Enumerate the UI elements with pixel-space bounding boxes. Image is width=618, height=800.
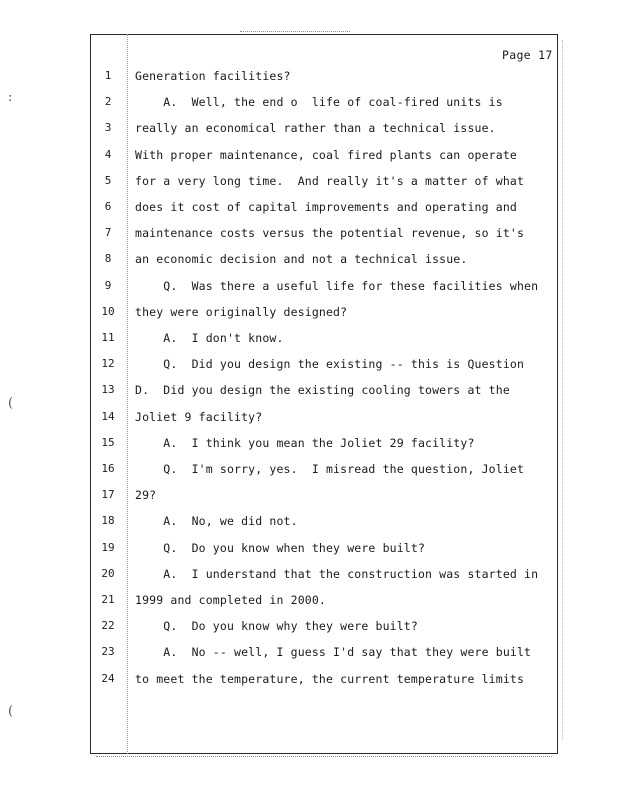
line-number: 16	[101, 462, 115, 475]
transcript-line: With proper maintenance, coal fired plants can operate	[135, 147, 517, 162]
line-number: 11	[101, 331, 115, 344]
transcript-line: 29?	[135, 488, 157, 503]
margin-mark: :	[8, 90, 13, 105]
line-number: 12	[101, 357, 115, 371]
transcript-line: A. No, we did not.	[135, 514, 298, 529]
line-number: 7	[104, 226, 112, 240]
page-number-label: Page 17	[502, 48, 553, 62]
line-number: 9	[104, 278, 112, 292]
line-number: 4	[104, 147, 112, 161]
transcript-line: really an economical rather than a technical issue.	[135, 121, 496, 136]
line-number: 20	[101, 566, 115, 580]
line-number: 19	[101, 540, 115, 554]
line-number: 18	[101, 514, 115, 528]
line-number: 1	[104, 69, 112, 82]
line-number: 13	[101, 383, 115, 397]
transcript-line: does it cost of capital improvements and operating and	[135, 200, 517, 214]
transcript-line: Q. Do you know why they were built?	[135, 619, 418, 634]
transcript-line: to meet the temperature, the current temperature limits	[135, 671, 525, 686]
line-number: 5	[104, 173, 112, 187]
transcript-line: Q. Did you design the existing -- this is Question	[135, 357, 525, 372]
transcript-line: Generation facilities?	[135, 69, 291, 83]
transcript-line: Q. I'm sorry, yes. I misread the question, Joliet	[135, 462, 525, 476]
transcript-line: Joliet 9 facility?	[135, 409, 263, 424]
line-number: 21	[101, 593, 115, 606]
transcript-line: A. Well, the end o life of coal-fired units is	[135, 95, 503, 110]
transcript-line: maintenance costs versus the potential revenue, so it's	[135, 226, 525, 241]
line-number: 15	[101, 435, 115, 449]
transcript-line: A. I think you mean the Joliet 29 facility?	[135, 435, 475, 450]
line-number: 8	[104, 252, 112, 266]
line-number: 3	[104, 121, 112, 135]
transcript-line: A. I understand that the construction was started in	[135, 566, 539, 581]
line-number: 22	[101, 619, 115, 633]
line-number: 10	[101, 304, 115, 318]
transcript-line: Q. Was there a useful life for these facilities when	[135, 278, 539, 293]
margin-mark: (	[8, 704, 14, 719]
scan-edge-noise	[562, 40, 563, 740]
transcript-line: they were originally designed?	[135, 304, 348, 319]
transcript-line: for a very long time. And really it's a matter of what	[135, 173, 525, 188]
transcript-line: an economic decision and not a technical issue.	[135, 252, 468, 267]
line-number: 23	[101, 645, 115, 659]
transcript-line: D. Did you design the existing cooling towers at the	[135, 383, 510, 398]
line-number: 6	[104, 200, 112, 213]
transcript-line: Q. Do you know when they were built?	[135, 540, 426, 555]
scan-footer-noise	[96, 756, 552, 757]
line-number: 14	[101, 409, 115, 423]
transcript-line: 1999 and completed in 2000.	[135, 593, 326, 607]
line-number: 17	[101, 488, 115, 502]
margin-mark: (	[8, 396, 14, 411]
transcript-line: A. I don't know.	[135, 331, 284, 345]
transcript-line: A. No -- well, I guess I'd say that they were built	[135, 645, 532, 660]
line-number-rule	[127, 34, 128, 754]
scan-top-noise	[240, 31, 350, 32]
line-number: 2	[104, 95, 112, 109]
line-number: 24	[101, 671, 115, 685]
